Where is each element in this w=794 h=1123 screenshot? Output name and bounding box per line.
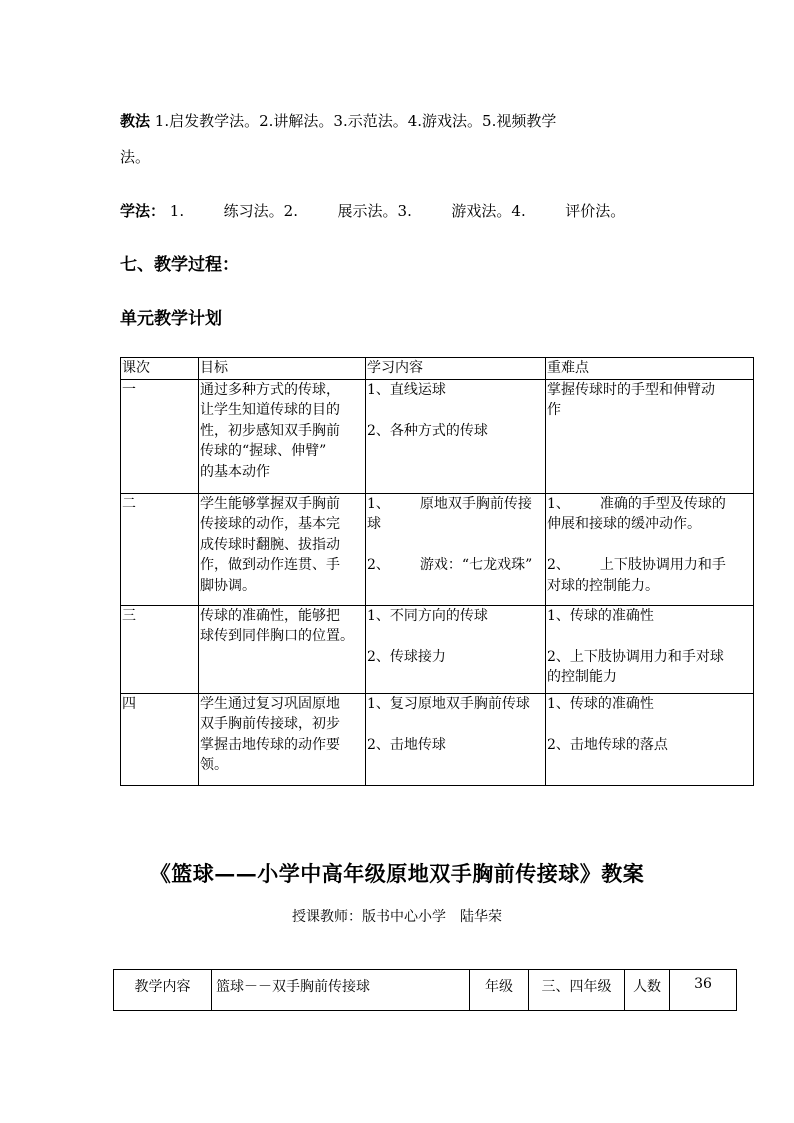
table-row bbox=[121, 379, 754, 493]
row2-content: 1、 原地双手胸前传接 球 2、 游戏：“七龙戏珠” bbox=[366, 493, 546, 605]
row1-lesson: 一 bbox=[121, 379, 199, 493]
row1-content: 1、直线运球 2、各种方式的传球 bbox=[366, 379, 546, 493]
learning-item-2: 练习法。2. bbox=[223, 202, 298, 220]
teaching-method-text: 1.启发教学法。2.讲解法。3.示范法。4.游戏法。5.视频教学 bbox=[154, 112, 557, 130]
info-content-value: 篮球－－双手胸前传接球 bbox=[212, 970, 470, 1011]
row3-goal: 传球的准确性，能够把 球传到同伴胸口的位置。 bbox=[199, 605, 366, 693]
info-count-label: 人数 bbox=[625, 970, 670, 1011]
row2-keypoints: 1、 准确的手型及传球的 伸展和接球的缓冲动作。 2、 上下肢协调用力和手 对球的控制能力。 bbox=[546, 493, 754, 605]
table-row bbox=[121, 493, 754, 605]
teacher-line: 授课教师：版书中心小学 陆华荣 bbox=[292, 909, 502, 925]
row1-keypoints: 掌握传球时的手型和伸臂动 作 bbox=[546, 379, 754, 493]
info-grade-label: 年级 bbox=[470, 970, 529, 1011]
lesson-info-table bbox=[113, 969, 737, 1011]
row2-goal: 学生能够掌握双手胸前 传接球的动作，基本完 成传球时翻腕、拔指动 作，做到动作连贯、手 脚协调。 bbox=[199, 493, 366, 605]
table-row bbox=[121, 605, 754, 693]
teaching-method-line-2 bbox=[120, 147, 150, 167]
row3-content: 1、不同方向的传球 2、传球接力 bbox=[366, 605, 546, 693]
learning-item-1: 1. bbox=[169, 202, 185, 220]
teaching-method-label: 教法 bbox=[120, 112, 151, 130]
table-header-row bbox=[121, 358, 754, 380]
learning-item-4: 游戏法。4. bbox=[451, 202, 526, 220]
unit-plan-table bbox=[120, 357, 754, 786]
header-content: 学习内容 bbox=[366, 358, 546, 380]
info-content-label: 教学内容 bbox=[114, 970, 212, 1011]
learning-method-line bbox=[120, 201, 625, 221]
info-grade-value: 三、四年级 bbox=[529, 970, 625, 1011]
teaching-method-text-cont: 法。 bbox=[120, 148, 151, 166]
header-lesson: 课次 bbox=[121, 358, 199, 380]
section-heading: 七、教学过程： bbox=[120, 255, 239, 275]
row4-content: 1、复习原地双手胸前传球 2、击地传球 bbox=[366, 693, 546, 785]
info-count-value: 36 bbox=[670, 970, 737, 1011]
row2-lesson: 二 bbox=[121, 493, 199, 605]
row1-goal: 通过多种方式的传球， 让学生知道传球的目的 性，初步感知双手胸前 传球的“握球、伸臂” 的基本动作 bbox=[199, 379, 366, 493]
row4-keypoints: 1、传球的准确性 2、击地传球的落点 bbox=[546, 693, 754, 785]
learning-item-5: 评价法。 bbox=[565, 202, 626, 220]
row3-keypoints: 1、传球的准确性 2、上下肢协调用力和手对球 的控制能力 bbox=[546, 605, 754, 693]
learning-method-label: 学法： bbox=[120, 202, 166, 220]
learning-item-3: 展示法。3. bbox=[337, 202, 412, 220]
header-goal: 目标 bbox=[199, 358, 366, 380]
table-row bbox=[121, 693, 754, 785]
plan-heading: 单元教学计划 bbox=[120, 309, 222, 329]
row4-lesson: 四 bbox=[121, 693, 199, 785]
header-keypoints: 重难点 bbox=[546, 358, 754, 380]
teaching-method-line-1 bbox=[120, 111, 556, 131]
lesson-plan-title: 《篮球——小学中高年级原地双手胸前传接球》教案 bbox=[149, 861, 645, 886]
row4-goal: 学生通过复习巩固原地 双手胸前传接球，初步 掌握击地传球的动作要 领。 bbox=[199, 693, 366, 785]
table-row bbox=[114, 970, 737, 1011]
row3-lesson: 三 bbox=[121, 605, 199, 693]
